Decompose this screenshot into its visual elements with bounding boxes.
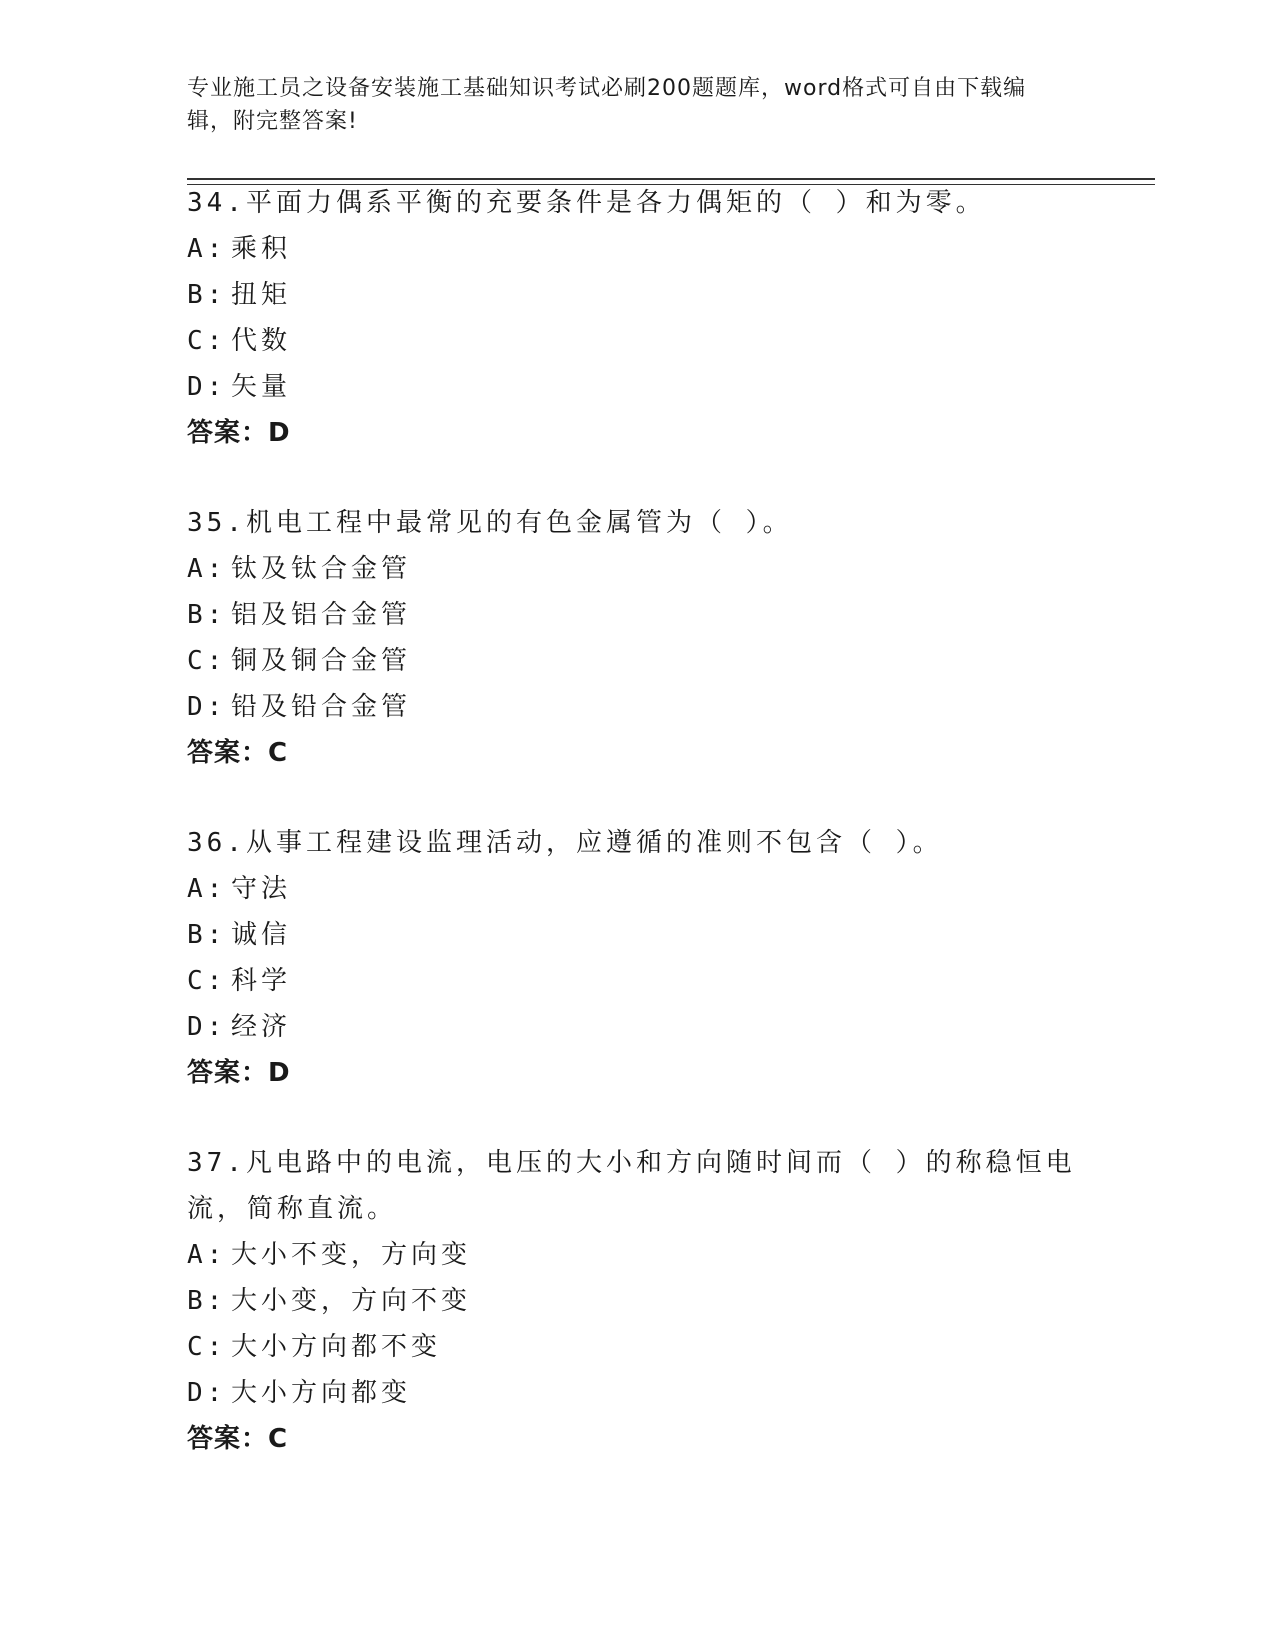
option-text: 铅及铅合金管 <box>231 692 412 722</box>
option-text: 扭矩 <box>231 280 292 310</box>
option-letter: D: <box>187 1012 227 1042</box>
option-letter: C: <box>187 966 227 996</box>
question-block <box>187 820 1087 1096</box>
option-letter: B: <box>187 920 227 950</box>
question-text: 37.凡电路中的电流，电压的大小和方向随时间而（ ）的称稳恒电流，简称直流。 <box>187 1148 1076 1224</box>
option-text: 守法 <box>231 874 292 904</box>
option-letter: A: <box>187 234 227 264</box>
option-text: 大小不变，方向变 <box>231 1240 472 1270</box>
question-block <box>187 180 1087 456</box>
question-block <box>187 1140 1087 1462</box>
question-text: 34.平面力偶系平衡的充要条件是各力偶矩的（ ）和为零。 <box>187 188 986 218</box>
option-b <box>187 272 1087 318</box>
option-b <box>187 592 1087 638</box>
option-d <box>187 364 1087 410</box>
option-text: 铝及铝合金管 <box>231 600 412 630</box>
option-c <box>187 958 1087 1004</box>
answer-line: 答案：C <box>187 738 289 768</box>
option-letter: D: <box>187 692 227 722</box>
option-text: 钛及钛合金管 <box>231 554 412 584</box>
document-header: 专业施工员之设备安装施工基础知识考试必刷200题题库，word格式可自由下载编辑，附完整答案! <box>187 76 1027 134</box>
question-text: 35.机电工程中最常见的有色金属管为（ ）。 <box>187 508 793 538</box>
option-text: 诚信 <box>231 920 292 950</box>
option-a <box>187 546 1087 592</box>
option-c <box>187 1324 1087 1370</box>
option-letter: C: <box>187 1332 227 1362</box>
option-text: 大小方向都不变 <box>231 1332 442 1362</box>
answer-line: 答案：D <box>187 418 291 448</box>
option-d <box>187 684 1087 730</box>
option-letter: C: <box>187 326 227 356</box>
option-letter: B: <box>187 1286 227 1316</box>
option-d <box>187 1004 1087 1050</box>
option-a <box>187 866 1087 912</box>
option-text: 乘积 <box>231 234 292 264</box>
option-a <box>187 1232 1087 1278</box>
option-letter: D: <box>187 372 227 402</box>
question-text: 36.从事工程建设监理活动，应遵循的准则不包含（ ）。 <box>187 828 943 858</box>
option-letter: A: <box>187 554 227 584</box>
option-letter: A: <box>187 1240 227 1270</box>
option-letter: B: <box>187 600 227 630</box>
option-text: 科学 <box>231 966 292 996</box>
option-letter: A: <box>187 874 227 904</box>
answer-line: 答案：C <box>187 1424 289 1454</box>
option-letter: D: <box>187 1378 227 1408</box>
option-text: 代数 <box>231 326 292 356</box>
option-letter: C: <box>187 646 227 676</box>
option-text: 经济 <box>231 1012 292 1042</box>
option-text: 矢量 <box>231 372 292 402</box>
option-b <box>187 1278 1087 1324</box>
option-d <box>187 1370 1087 1416</box>
question-block <box>187 500 1087 776</box>
option-text: 铜及铜合金管 <box>231 646 412 676</box>
option-text: 大小变，方向不变 <box>231 1286 472 1316</box>
option-c <box>187 318 1087 364</box>
option-text: 大小方向都变 <box>231 1378 412 1408</box>
option-b <box>187 912 1087 958</box>
option-a <box>187 226 1087 272</box>
option-c <box>187 638 1087 684</box>
option-letter: B: <box>187 280 227 310</box>
answer-line: 答案：D <box>187 1058 291 1088</box>
